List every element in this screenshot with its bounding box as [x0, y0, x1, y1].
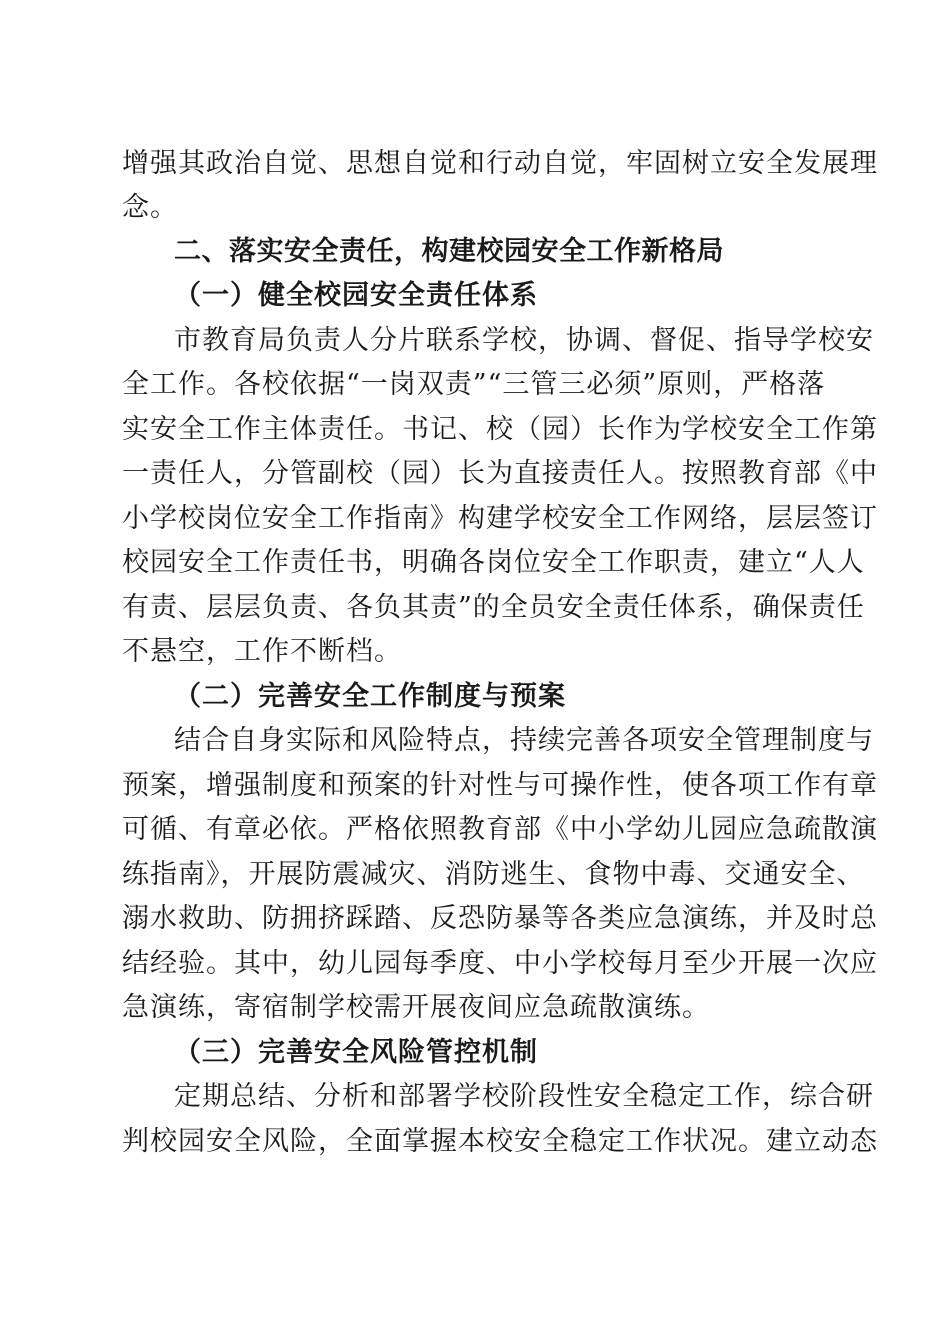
paragraph-line: 实安全工作主体责任。书记、校（园）长作为学校安全工作第 [122, 414, 878, 445]
paragraph-line: 不悬空，工作不断档。 [122, 636, 402, 667]
paragraph-line: 定期总结、分析和部署学校阶段性安全稳定工作，综合研 [174, 1081, 874, 1112]
paragraph-line: 练指南》，开展防震减灾、消防逃生、食物中毒、交通安全、 [122, 859, 865, 890]
paragraph-line: 判校园安全风险，全面掌握本校安全稳定工作状况。建立动态 [122, 1126, 878, 1157]
paragraph-line: 有责、层层负责、各负其责”的全员安全责任体系，确保责任 [122, 592, 865, 623]
paragraph-line: 可循、有章必依。严格依照教育部《中小学幼儿园应急疏散演 [122, 814, 878, 845]
paragraph-line: 小学校岗位安全工作指南》构建学校安全工作网络，层层签订 [122, 503, 878, 534]
paragraph-line: 校园安全工作责任书，明确各岗位安全工作职责，建立“人人 [122, 547, 865, 578]
paragraph-line: 结合自身实际和风险特点，持续完善各项安全管理制度与 [174, 725, 874, 756]
section-heading: 二、落实安全责任，构建校园安全工作新格局 [174, 236, 724, 267]
paragraph-line: 结经验。其中，幼儿园每季度、中小学校每月至少开展一次应 [122, 948, 878, 979]
paragraph-line: 溺水救助、防拥挤踩踏、反恐防暴等各类应急演练，并及时总 [122, 903, 878, 934]
paragraph-line: 全工作。各校依据“一岗双责”“三管三必须”原则，严格落 [122, 369, 826, 400]
paragraph-line: 一责任人，分管副校（园）长为直接责任人。按照教育部《中 [122, 458, 878, 489]
paragraph-line: 增强其政治自觉、思想自觉和行动自觉，牢固树立安全发展理 [122, 148, 878, 179]
paragraph-line: 市教育局负责人分片联系学校，协调、督促、指导学校安 [174, 325, 874, 356]
paragraph-line: 预案，增强制度和预案的针对性与可操作性，使各项工作有章 [122, 770, 878, 801]
subsection-heading: （一）健全校园安全责任体系 [174, 280, 538, 311]
subsection-heading: （二）完善安全工作制度与预案 [174, 681, 566, 712]
paragraph-line: 念。 [122, 192, 178, 223]
paragraph-line: 急演练，寄宿制学校需开展夜间应急疏散演练。 [122, 992, 710, 1023]
subsection-heading: （三）完善安全风险管控机制 [174, 1037, 538, 1068]
